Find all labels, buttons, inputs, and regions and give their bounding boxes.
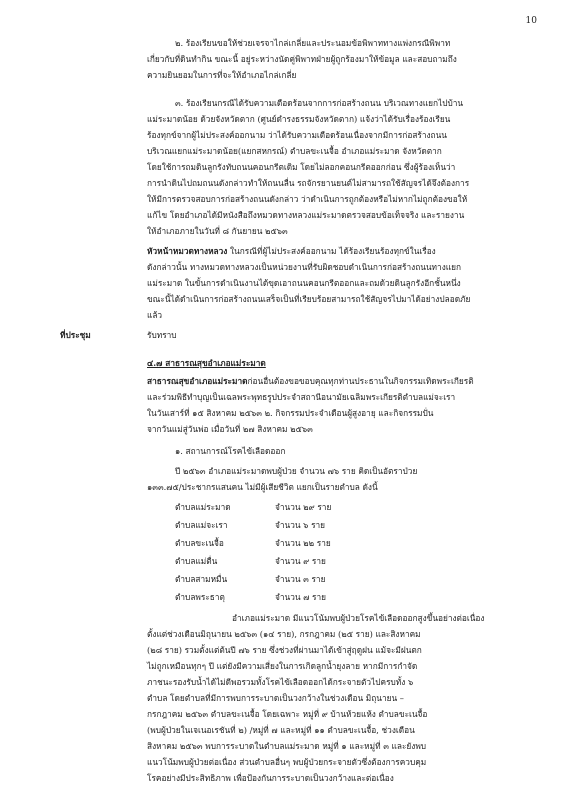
para2-line: ความยินยอมในการที่จะให้อำเภอไกล่เกลี่ย bbox=[147, 70, 297, 80]
section-line: จากวันแม่สู่วันพ่อ เมื่อวันที่ ๒๗ สิงหาคม ๒๕๖๓ bbox=[147, 424, 313, 434]
district-count: จำนวน ๖ ราย bbox=[275, 520, 326, 530]
district-row bbox=[175, 518, 325, 533]
district-name: ตำบลแม่ตื่น bbox=[175, 556, 218, 566]
district-name: ตำบลแม่ระมาด bbox=[175, 502, 231, 512]
district-count: จำนวน ๒๙ ราย bbox=[275, 502, 332, 512]
para3-line: ให้มีการตรวจสอบการก่อสร้างถนนดังกล่าว ว่าดำเนินการถูกต้องหรือไม่หากไม่ถูกต้องขอให้ bbox=[147, 194, 468, 204]
analysis-line: ตำบล โดยตำบลที่มีการพบการระบาดเป็นวงกว้างในช่วงเดือน มิถุนายน – bbox=[147, 693, 404, 703]
district-name: ตำบลพระธาตุ bbox=[175, 592, 225, 602]
analysis-line: ไม่ถูกเหมือนทุกๆ ปี แต่ยังมีความเสี่ยงในการเกิดลูกน้ำยุงลาย หากมีการกำจัด bbox=[147, 661, 418, 671]
district-row bbox=[175, 536, 331, 551]
para3-line: โดยใช้การถมดินลูกรังทับถนนคอนกรีตเดิม โดยไม่ลอกคอนกรีตออกก่อน ซึ่งผู้ร้องเห็นว่า bbox=[147, 162, 456, 172]
para3-line: ให้อำเภอภายในวันที่ ๘ กันยายน ๒๕๖๓ bbox=[147, 226, 288, 236]
analysis-line: กรกฎาคม ๒๕๖๓ ตำบลขะเนจื้อ โดยเฉพาะ หมู่ที่ ๙ บ้านห้วยแห้ง ตำบลขะเนจื้อ bbox=[147, 709, 428, 719]
highway-line: แม่ระมาด ในขั้นการดำเนินงานได้ขุดเอาถนนคอนกรีตออกและถมด้วยดินลูกรังอีกชั้นหนึ่ง bbox=[147, 278, 461, 288]
section-line: และร่วมพิธีทำบุญเป็นเฉลพระพุทธรูปประจำสถานีอนามัยเฉลิมพระเกียรติตำบลแม่จะเรา bbox=[147, 392, 456, 402]
analysis-line: โรคอย่างมีประสิทธิภาพ เพื่อป้องกันการระบาดเป็นวงกว้างและต่อเนื่อง bbox=[147, 773, 394, 783]
para3-line: แก้ไข โดยอำเภอได้มีหนังสือถึงหมวดทางหลวงแม่ระมาดตรวจสอบข้อเท็จจริง และรายงาน bbox=[147, 210, 465, 220]
highway-line: ดังกล่าวนั้น ทางหมวดทางหลวงเป็นหน่วยงานที่รับผิดชอบดำเนินการก่อสร้างถนนทางแยก bbox=[147, 262, 461, 272]
highway-line: ขณะนี้ได้ดำเนินการก่อสร้างถนนเสร็จเป็นที่เรียบร้อยสามารถใช้สัญจรไปมาได้อย่างปลอดภัย bbox=[147, 294, 471, 304]
section-first-line bbox=[147, 374, 474, 389]
highway-lead: หัวหน้าหมวดทางหลวง bbox=[147, 246, 228, 256]
page-number: 10 bbox=[525, 16, 537, 26]
analysis-line: ตั้งแต่ช่วงเดือนมิถุนายน ๒๕๖๓ (๑๔ ราย), กรกฎาคม (๒๕ ราย) และสิงหาคม bbox=[147, 629, 421, 639]
analysis-line: (พบผู้ป่วยในเจเนอเรชันที่ ๒) /หมู่ที่ ๗ และหมู่ที่ ๑๑ ตำบลขะเนจื้อ, ช่วงเดือน bbox=[147, 725, 415, 735]
section-line: ก่อนอื่นต้องขอขอบคุณทุกท่านประธานในกิจกรรมเทิดพระเกียรติ bbox=[247, 376, 474, 386]
analysis-line: สิงหาคม ๒๕๖๓ พบการระบาดในตำบลแม่ระมาด หมู่ที่ ๑ และหมู่ที่ ๓ และยังพบ bbox=[147, 741, 427, 751]
district-row bbox=[175, 590, 326, 605]
para3-line: แม่ระมาดน้อย ด้วยจังหวัดตาก (ศูนย์ดำรงธรรมจังหวัดตาก) แจ้งว่าได้รับเรื่องร้องเรียน bbox=[147, 114, 451, 124]
section-lead: สาธารณสุขอำเภอแม่ระมาด bbox=[147, 376, 248, 386]
para3-line: ๓. ร้องเรียนกรณีได้รับความเดือดร้อนจากการก่อสร้างถนน บริเวณทางแยกไปบ้าน bbox=[175, 98, 464, 108]
analysis-line: อำเภอแม่ระมาด มีแนวโน้มพบผู้ป่วยโรคไข้เลือดออกสูงขึ้นอย่างต่อเนื่อง bbox=[232, 613, 485, 623]
dengue-summary-line: ๑๓๓.๗๕/ประชากรแสนคน ไม่มีผู้เสียชีวิต แยกเป็นรายตำบล ดังนี้ bbox=[147, 482, 378, 492]
analysis-line: แนวโน้มพบผู้ป่วยต่อเนื่อง ส่วนตำบลอื่นๆ พบผู้ป่วยกระจายตัวซึ่งต้องการควบคุม bbox=[147, 757, 427, 767]
dengue-title: ๑. สถานการณ์โรคไข้เลือดออก bbox=[175, 446, 286, 456]
meeting-text: รับทราบ bbox=[147, 330, 177, 340]
para3-line: บริเวณแยกแม่ระมาดน้อย(แยกสหกรณ์) ตำบลขะเนจื้อ อำเภอแม่ระมาด จังหวัดตาก bbox=[147, 146, 442, 156]
para2-line: เกี่ยวกับที่ดินทำกิน ขณะนี้ อยู่ระหว่างนัดคู่พิพาทฝ่ายผู้ถูกร้องมาให้ข้อมูล และสอบถามถึง bbox=[147, 54, 457, 64]
dengue-summary-line: ปี ๒๕๖๓ อำเภอแม่ระมาดพบผู้ป่วย จำนวน ๗๖ ราย คิดเป็นอัตราป่วย bbox=[175, 466, 418, 476]
district-count: จำนวน ๒๒ ราย bbox=[275, 538, 331, 548]
highway-line: แล้ว bbox=[147, 310, 163, 320]
district-name: ตำบลแม่จะเรา bbox=[175, 520, 228, 530]
analysis-line: ภาชนะรองรับน้ำได้ไม่ดีพอรวมทั้งโรคไข้เลือดออกได้กระจายตัวไปครบทั้ง ๖ bbox=[147, 677, 414, 687]
district-name: ตำบลสามหมื่น bbox=[175, 574, 228, 584]
meeting-label: ที่ประชุม bbox=[60, 330, 91, 340]
highway-first-line bbox=[147, 244, 436, 259]
section-line: ในวันเสาร์ที่ ๑๕ สิงหาคม ๒๕๖๓ ๒. กิจกรรมประจำเดือนผู้สูงอายุ และกิจกรรมปั่น bbox=[147, 408, 434, 418]
district-count: จำนวน ๗ ราย bbox=[275, 592, 327, 602]
para3-line: ร้องทุกข์จากผู้ไม่ประสงค์ออกนาม ว่าได้รับความเดือดร้อนเนื่องจากมีการก่อสร้างถนน bbox=[147, 130, 447, 140]
district-row bbox=[175, 572, 325, 587]
analysis-line: (๒๘ ราย) รวมตั้งแต่ต้นปี ๗๖ ราย ซึ่งช่วงที่ผ่านมาได้เข้าสู่ฤดูฝน แม้จะมีฝนตก bbox=[147, 645, 422, 655]
para2-line: ๒. ร้องเรียนขอให้ช่วยเจรจาไกล่เกลี่ยและประนอมข้อพิพาททางแพ่งกรณีพิพาท bbox=[175, 38, 451, 48]
section-heading: ๔.๗ สาธารณสุขอำเภอแม่ระมาด bbox=[147, 358, 266, 368]
district-count: จำนวน ๓ ราย bbox=[275, 574, 326, 584]
para3-line: การนำดินไปถมถนนดังกล่าวทำให้ถนนลื่น รถจักรยานยนต์ไม่สามารถใช้สัญจรได้จึงต้องการ bbox=[147, 178, 470, 188]
district-count: จำนวน ๙ ราย bbox=[275, 556, 326, 566]
district-row bbox=[175, 554, 326, 569]
district-name: ตำบลขะเนจื้อ bbox=[175, 538, 224, 548]
district-row bbox=[175, 500, 331, 515]
highway-line: ในกรณีที่ผู้ไม่ประสงค์ออกนาม ได้ร้องเรียนร้องทุกข์ในเรื่อง bbox=[230, 246, 436, 256]
